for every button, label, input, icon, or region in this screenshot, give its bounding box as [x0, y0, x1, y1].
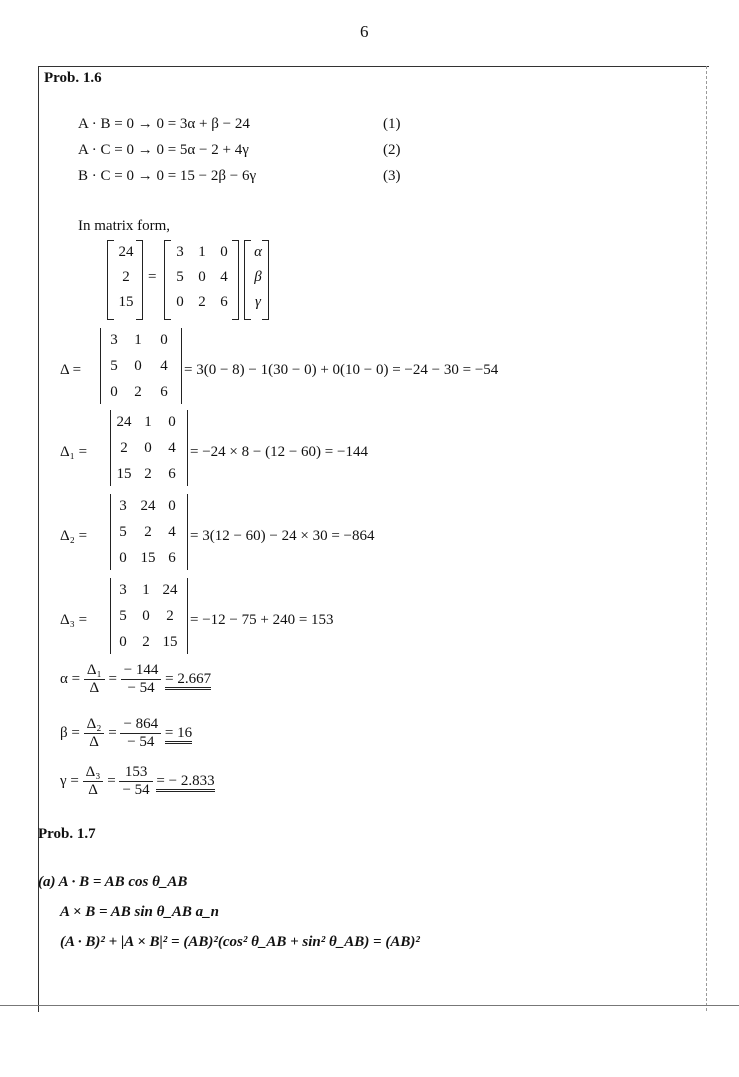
det-cell: 2: [144, 524, 152, 540]
det-cell: 2: [166, 608, 174, 624]
gamma-value-fraction: [119, 764, 152, 799]
det-cell: 5: [119, 608, 127, 624]
fraction-denominator: Δ: [89, 734, 99, 750]
prob-1-7-heading: Prob. 1.7: [38, 826, 96, 842]
det-cell: 0: [168, 498, 176, 514]
unknown-cell: γ: [255, 294, 261, 310]
matrix-equals: =: [148, 269, 157, 285]
delta3-label: Δ₃ =: [60, 612, 88, 628]
gamma-mid: =: [107, 772, 116, 789]
gamma-result: = − 2.833: [156, 773, 214, 792]
unknown-cell: β: [254, 269, 262, 285]
det-cell: 3: [110, 332, 118, 348]
gamma-lhs: γ =: [60, 772, 79, 789]
alpha-lhs: α =: [60, 670, 81, 687]
det-cell: 6: [160, 384, 168, 400]
det-cell: 5: [119, 524, 127, 540]
det-cell: 24: [116, 414, 132, 430]
det-cell: 0: [119, 634, 127, 650]
coef-cell: 5: [176, 269, 184, 285]
det-cell: 24: [140, 498, 156, 514]
det-cell: 4: [168, 440, 176, 456]
coef-cell: 0: [176, 294, 184, 310]
rhs-cell: 24: [118, 244, 134, 260]
prob-1-7-line-b: A × B = AB sin θ_AB a_n: [60, 904, 219, 920]
det-cell: 0: [119, 550, 127, 566]
gamma-solution: [60, 764, 215, 799]
coef-cell: 6: [220, 294, 228, 310]
beta-solution: [60, 716, 192, 751]
delta2-result: = 3(12 − 60) − 24 × 30 = −864: [190, 528, 375, 544]
fraction-denominator: Δ: [89, 680, 100, 696]
det-cell: 4: [168, 524, 176, 540]
fraction-denominator: − 54: [127, 680, 155, 696]
beta-mid: =: [108, 724, 117, 741]
coef-bracket-right: [232, 240, 239, 320]
det-cell: 6: [168, 550, 176, 566]
fraction-numerator: − 864: [120, 716, 161, 734]
det-cell: 0: [144, 440, 152, 456]
coef-cell: 0: [198, 269, 206, 285]
fraction-denominator: − 54: [122, 782, 150, 798]
delta2-label: Δ₂ =: [60, 528, 88, 544]
frame-right-edge: [706, 66, 707, 1011]
det-cell: 0: [168, 414, 176, 430]
prob-1-6-heading: Prob. 1.6: [44, 70, 102, 86]
det-cell: 2: [144, 466, 152, 482]
coef-cell: 0: [220, 244, 228, 260]
delta1-label: Δ₁ =: [60, 444, 88, 460]
unknown-cell: α: [254, 244, 262, 260]
det-cell: 0: [142, 608, 150, 624]
rhs-cell: 2: [122, 269, 130, 285]
det-cell: 2: [142, 634, 150, 650]
fraction-numerator: Δ₃: [83, 764, 104, 782]
delta3-result: = −12 − 75 + 240 = 153: [190, 612, 334, 628]
det-cell: 15: [162, 634, 178, 650]
rhs-cell: 15: [118, 294, 134, 310]
equation-2: A · C = 0 → 0 = 5α − 2 + 4γ: [78, 142, 249, 158]
det-cell: 6: [168, 466, 176, 482]
rhs-bracket-right: [136, 240, 143, 320]
coef-cell: 3: [176, 244, 184, 260]
det-cell: 15: [116, 466, 132, 482]
equation-1-number: (1): [383, 116, 401, 132]
det-cell: 15: [140, 550, 156, 566]
fraction-numerator: Δ₁: [84, 662, 105, 680]
fraction-numerator: − 144: [121, 662, 162, 680]
alpha-cramer-fraction: [84, 662, 105, 697]
fraction-denominator: Δ: [88, 782, 98, 798]
alpha-mid: =: [108, 670, 117, 687]
unknown-bracket-right: [262, 240, 269, 320]
delta-result: = 3(0 − 8) − 1(30 − 0) + 0(10 − 0) = −24 − 30 = −54: [184, 362, 499, 378]
fraction-denominator: − 54: [127, 734, 155, 750]
alpha-solution: [60, 662, 211, 697]
det-cell: 0: [110, 384, 118, 400]
alpha-value-fraction: [121, 662, 162, 697]
delta1-result: = −24 × 8 − (12 − 60) = −144: [190, 444, 368, 460]
beta-lhs: β =: [60, 724, 80, 741]
det-cell: 1: [144, 414, 152, 430]
beta-result: = 16: [165, 725, 192, 744]
equation-3-number: (3): [383, 168, 401, 184]
fraction-numerator: Δ₂: [84, 716, 105, 734]
coef-cell: 1: [198, 244, 206, 260]
gamma-cramer-fraction: [83, 764, 104, 799]
det-cell: 0: [160, 332, 168, 348]
prob-1-7-line-c: (A · B)² + |A × B|² = (AB)²(cos² θ_AB + sin² θ_AB) = (AB)²: [60, 934, 420, 950]
equation-3: B · C = 0 → 0 = 15 − 2β − 6γ: [78, 168, 257, 184]
beta-cramer-fraction: [84, 716, 105, 751]
beta-value-fraction: [120, 716, 161, 751]
alpha-result: = 2.667: [165, 671, 211, 690]
det-cell: 3: [119, 498, 127, 514]
page-number: 6: [360, 22, 369, 41]
fraction-numerator: 153: [119, 764, 152, 782]
det-cell: 3: [119, 582, 127, 598]
det-cell: 1: [142, 582, 150, 598]
det-cell: 4: [160, 358, 168, 374]
coef-cell: 4: [220, 269, 228, 285]
prob-1-7-line-a: (a) A · B = AB cos θ_AB: [38, 874, 188, 890]
det-cell: 2: [134, 384, 142, 400]
equation-2-number: (2): [383, 142, 401, 158]
det-cell: 5: [110, 358, 118, 374]
matrix-intro: In matrix form,: [78, 218, 171, 234]
coef-cell: 2: [198, 294, 206, 310]
det-cell: 1: [134, 332, 142, 348]
det-cell: 2: [120, 440, 128, 456]
equation-1: A · B = 0 → 0 = 3α + β − 24: [78, 116, 250, 132]
det-cell: 24: [162, 582, 178, 598]
det-cell: 0: [134, 358, 142, 374]
delta-label: Δ =: [60, 362, 82, 378]
page-bottom-rule: [0, 1005, 739, 1006]
